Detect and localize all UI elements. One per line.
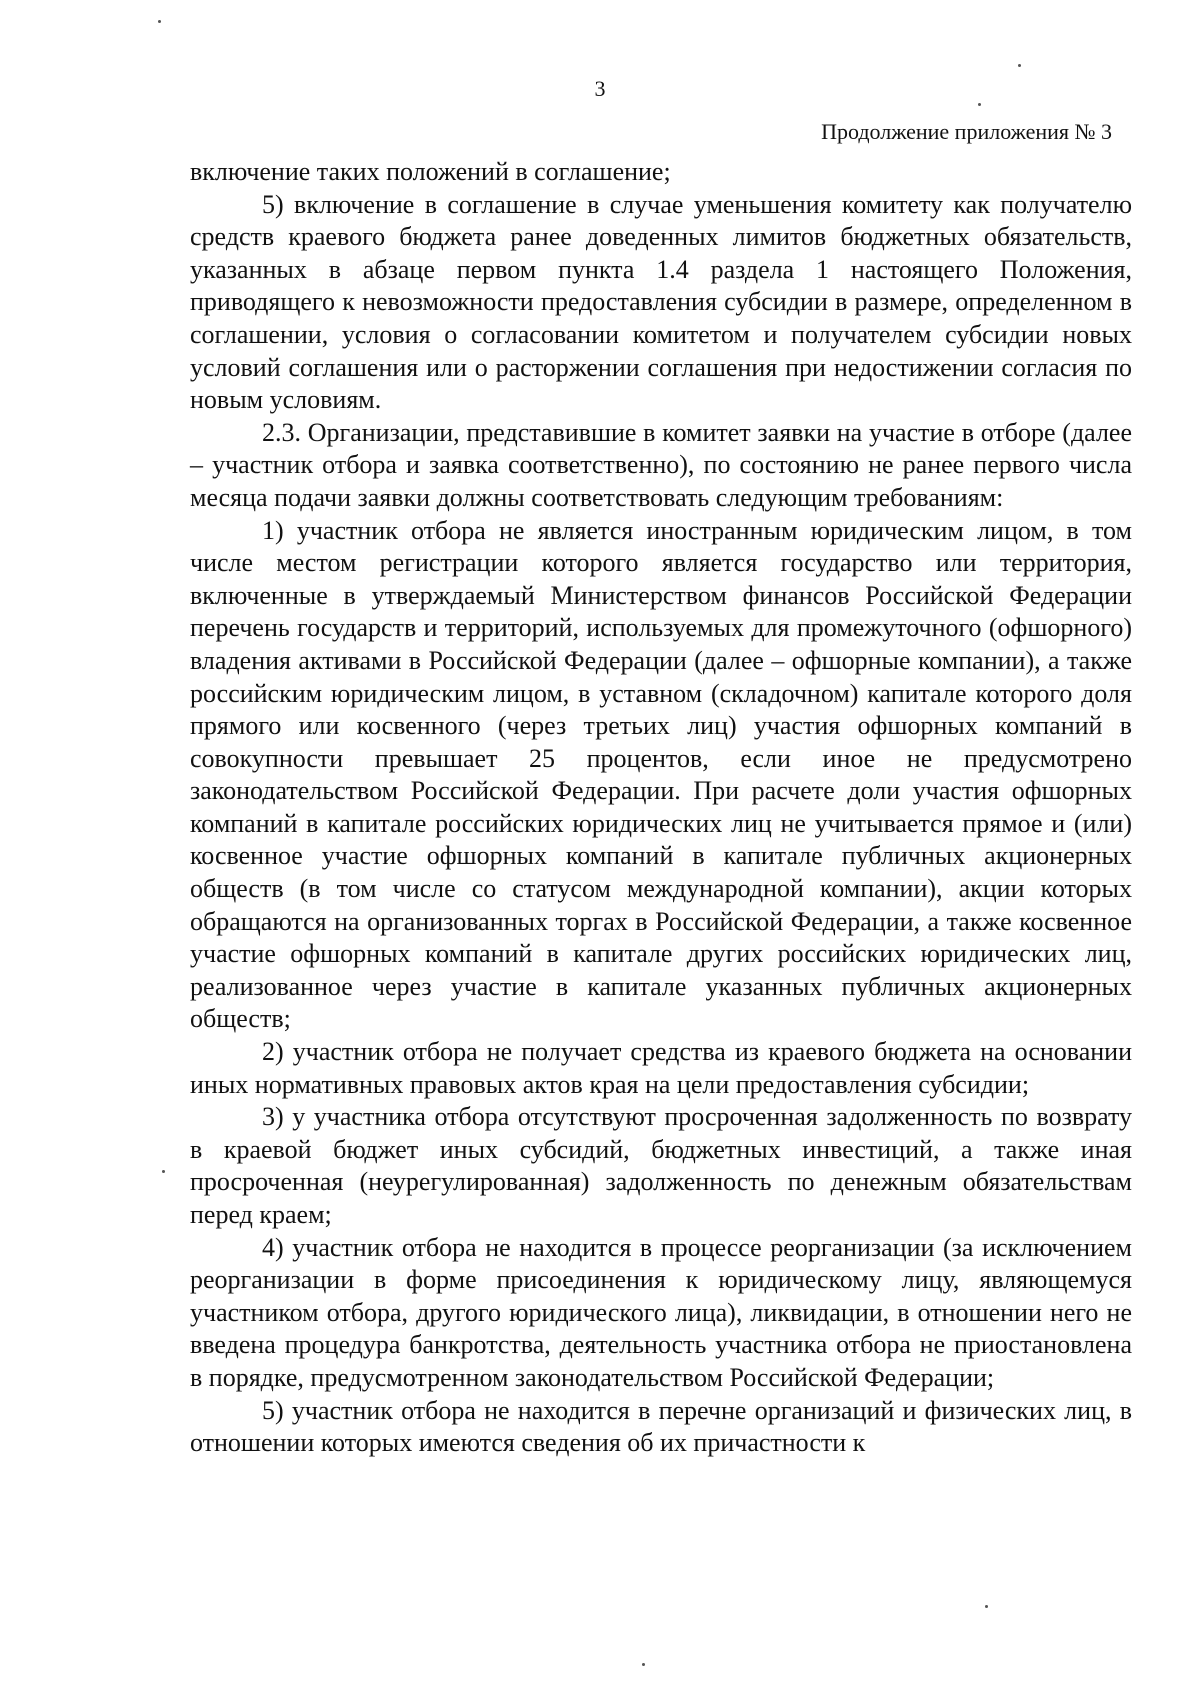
paragraph: включение таких положений в соглашение;: [190, 157, 671, 186]
appendix-continuation-label: Продолжение приложения № 3: [821, 119, 1112, 144]
document-body: [190, 156, 1132, 1460]
paragraph: 2) участник отбора не получает средства из краевого бюджета на основании иных нормативных правовых актов края на цели предоставления субсидии;: [190, 1037, 1132, 1099]
scan-speck: [158, 20, 161, 23]
scan-speck: [642, 1663, 645, 1666]
paragraph: 3) у участника отбора отсутствуют просроченная задолженность по возврату в краевой бюджет иных субсидий, бюджетных инвестиций, а также иная просроченная (неурегулированная) задолженность по денежным обязательствам перед краем;: [190, 1102, 1132, 1229]
paragraph: 2.3. Организации, представившие в комитет заявки на участие в отборе (далее – участник отбора и заявка соответственно), по состоянию не ранее первого числа месяца подачи заявки должны соответствовать следующим требованиям:: [190, 417, 1132, 512]
paragraph: 5) включение в соглашение в случае уменьшения комитету как получателю средств краевого бюджета ранее доведенных лимитов бюджетных обязательств, указанных в абзаце первом пункта 1.4 раздела 1 настоящего Положения, приводящего к невозможности предоставления субсидии в размере, определенном в соглашении, условия о согласовании комитетом и получателем субсидии новых условий соглашения или о расторжении соглашения при недостижении согласия по новым условиям.: [190, 189, 1132, 415]
paragraph: 1) участник отбора не является иностранным юридическим лицом, в том числе местом регистрации которого является государство или территория, включенные в утверждаемый Министерством финансов Российской Федерации перечень государств и территорий, используемых для промежуточного (офшорного) владения активами в Российской Федерации (далее – офшорные компании), а также российским юридическим лицом, в уставном (складочном) капитале которого доля прямого или косвенного (через третьих лиц) участия офшорных компаний в совокупности превышает 25 процентов, если иное не предусмотрено законодательством Российской Федерации. При расчете доли участия офшорных компаний в капитале российских юридических лиц не учитывается прямое и (или) косвенное участие офшорных компаний в капитале публичных акционерных обществ (в том числе со статусом международной компании), акции которых обращаются на организованных торгах в Российской Федерации, а также косвенное участие офшорных компаний в капитале других российских юридических лиц, реализованное через участие в капитале указанных публичных акционерных обществ;: [190, 515, 1132, 1034]
paragraph: 4) участник отбора не находится в процессе реорганизации (за исключением реорганизации в форме присоединения к юридическому лицу, являющемуся участником отбора, другого юридического лица), ликвидации, в отношении него не введена процедура банкротства, деятельность участника отбора не приостановлена в порядке, предусмотренном законодательством Российской Федерации;: [190, 1232, 1132, 1392]
scan-speck: [1018, 64, 1021, 67]
scan-speck: [162, 1170, 165, 1173]
scan-speck: [985, 1605, 988, 1608]
page-number: 3: [594, 76, 606, 101]
scan-speck: [978, 103, 981, 106]
paragraph: 5) участник отбора не находится в перечне организаций и физических лиц, в отношении которых имеются сведения об их причастности к: [190, 1395, 1132, 1458]
